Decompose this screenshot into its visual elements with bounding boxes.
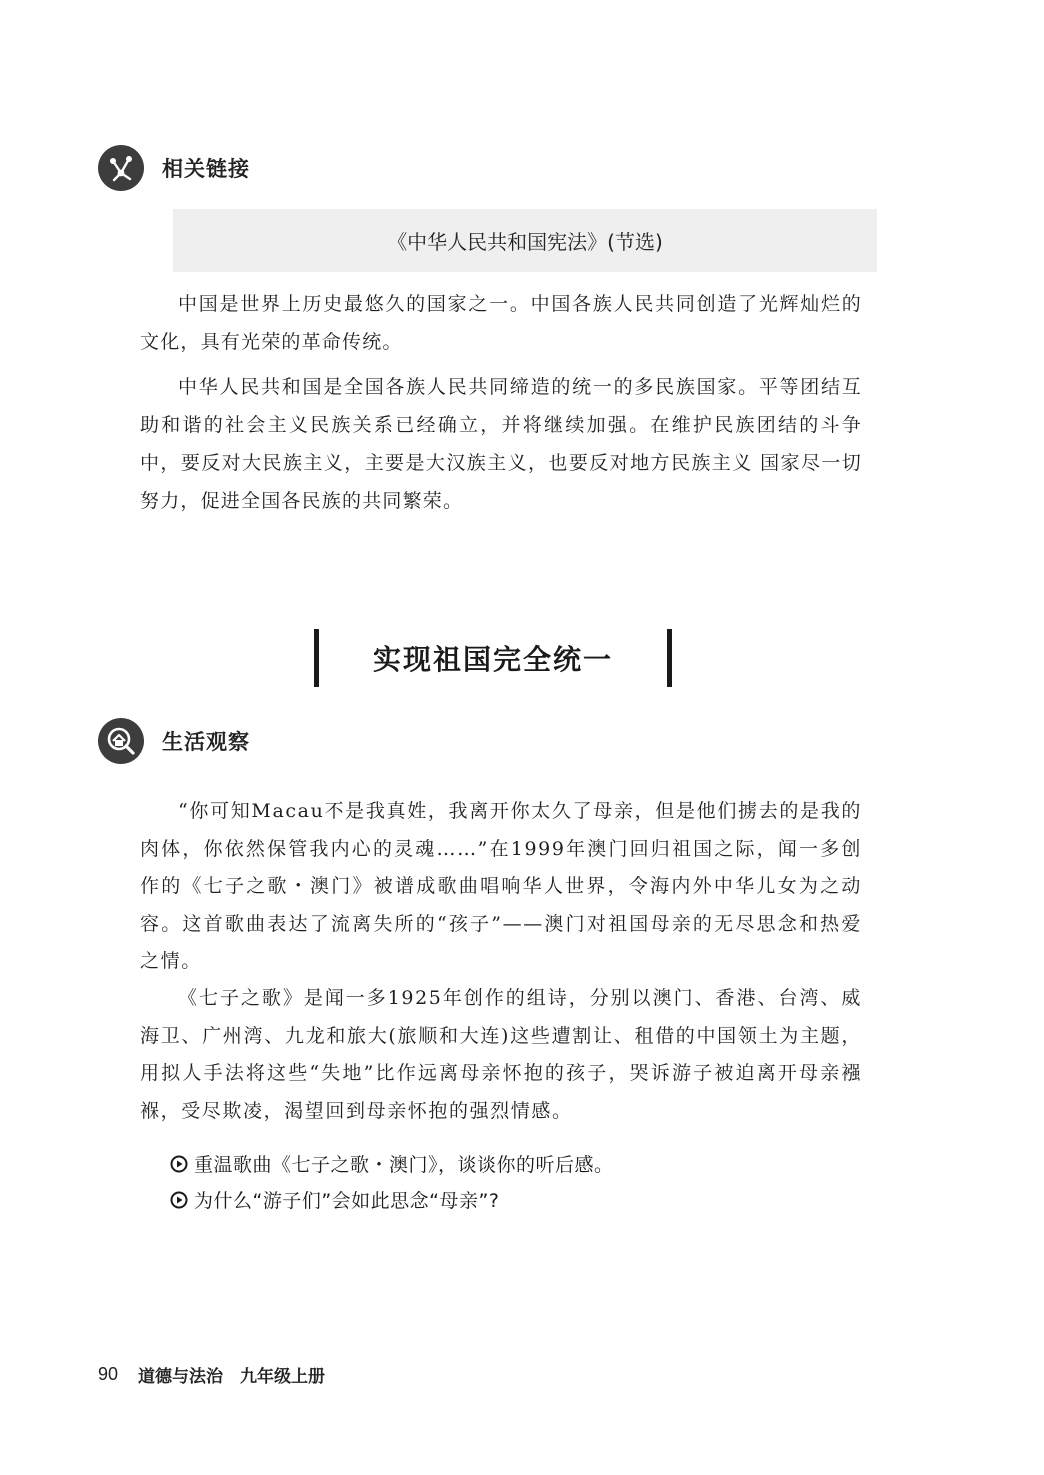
chapter-bar-right xyxy=(667,629,672,687)
play-circle-icon xyxy=(170,1155,188,1173)
excerpt-paragraph-1: 中国是世界上历史最悠久的国家之一。中国各族人民共同创造了光辉灿烂的文化，具有光荣的革命传统。 xyxy=(140,293,862,353)
excerpt-title: 《中华人民共和国宪法》(节选) xyxy=(387,230,663,254)
play-circle-icon xyxy=(170,1191,188,1209)
excerpt-paragraph-2: 中华人民共和国是全国各族人民共同缔造的统一的多民族国家。平等团结互助和谐的社会主义民族关系已经确立，并将继续加强。在维护民族团结的斗争中，要反对大民族主义，主要是大汉族主义，也要反对地方民族主义 国家尽一切努力，促进全国各民族的共同繁荣。 xyxy=(140,376,862,512)
page-footer xyxy=(98,1362,325,1387)
observation-paragraph-2: 《七子之歌》是闻一多1925年创作的组诗，分别以澳门、香港、台湾、威海卫、广州湾、九龙和旅大(旅顺和大连)这些遭割让、租借的中国领土为主题，用拟人手法将这些“失地”比作远离母亲怀抱的孩子，哭诉游子被迫离开母亲襁褓，受尽欺凌，渴望回到母亲怀抱的强烈情感。 xyxy=(140,987,862,1122)
question-text: 重温歌曲《七子之歌・澳门》，谈谈你的听后感。 xyxy=(194,1154,614,1176)
excerpt-title-box xyxy=(173,209,877,272)
chapter-title: 实现祖国完全统一 xyxy=(372,643,613,676)
observation-paragraph-1: “你可知Macau不是我真姓，我离开你太久了母亲，但是他们掳去的是我的肉体，你依然保管我内心的灵魂……”在1999年澳门回归祖国之际，闻一多创作的《七子之歌・澳门》被谱成歌曲唱响华人世界，令海内外中华儿女为之动容。这首歌曲表达了流离失所的“孩子”——澳门对祖国母亲的无尽思念和热爱之情。 xyxy=(140,800,862,972)
question-item xyxy=(170,1186,499,1213)
chapter-bar-left xyxy=(314,629,319,687)
chapter-heading xyxy=(314,629,672,687)
book-title: 道德与法治 九年级上册 xyxy=(138,1367,326,1387)
question-text: 为什么“游子们”会如此思念“母亲”? xyxy=(194,1190,500,1212)
life-observation-title: 生活观察 xyxy=(162,730,250,754)
page-number: 90 xyxy=(98,1364,119,1384)
magnifier-house-icon xyxy=(98,718,144,764)
network-link-icon xyxy=(98,145,144,191)
question-item xyxy=(170,1150,614,1177)
life-observation-header xyxy=(98,718,250,764)
related-links-title: 相关链接 xyxy=(162,157,250,181)
related-links-header xyxy=(98,145,250,191)
